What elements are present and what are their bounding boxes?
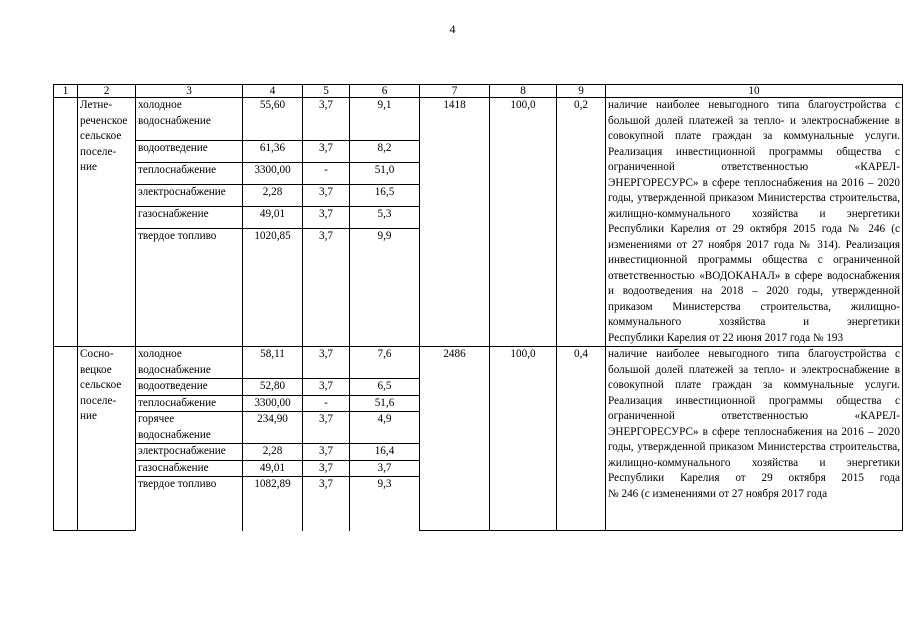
tariff-value: 2,28: [243, 184, 303, 206]
header-row: [54, 85, 903, 98]
tariff-value: 1082,89: [243, 477, 303, 493]
tariff-value: 61,36: [243, 140, 303, 162]
share-value: 100,0: [490, 98, 557, 347]
row-number-cell: [54, 347, 78, 531]
service-name: газоснабжение: [136, 206, 243, 228]
description-last-line: № 246 (с изменениями от 27 ноября 2017 года: [608, 487, 828, 500]
column-header: 10: [606, 85, 903, 98]
cost-value: 7,6: [350, 347, 420, 379]
column-header: 9: [557, 85, 606, 98]
growth-value: 3,7: [303, 140, 350, 162]
empty-cell: [303, 493, 350, 531]
row-number-cell: [54, 98, 78, 347]
cost-value: 8,2: [350, 140, 420, 162]
tariff-value: 1020,85: [243, 228, 303, 249]
column-header: 5: [303, 85, 350, 98]
empty-cell: [350, 250, 420, 347]
share-value: 100,0: [490, 347, 557, 531]
growth-value: 3,7: [303, 412, 350, 444]
growth-value: 3,7: [303, 98, 350, 141]
growth-value: 3,7: [303, 444, 350, 461]
tariff-value: 234,90: [243, 412, 303, 444]
growth-value: 3,7: [303, 347, 350, 379]
cost-value: 6,5: [350, 379, 420, 396]
service-name: водоотведение: [136, 379, 243, 396]
data-table: [53, 84, 903, 531]
growth-value: -: [303, 162, 350, 184]
growth-value: -: [303, 395, 350, 412]
population-value: 1418: [420, 98, 490, 347]
cost-value: 51,0: [350, 162, 420, 184]
column-header: 2: [78, 85, 136, 98]
service-name: электроснабжение: [136, 184, 243, 206]
growth-value: 3,7: [303, 184, 350, 206]
service-name: газоснабжение: [136, 460, 243, 477]
empty-cell: [303, 250, 350, 347]
limit-value: 0,2: [557, 98, 606, 347]
growth-value: 3,7: [303, 477, 350, 493]
description-last-line: Республики Карелия от 22 июня 2017 года № 193: [608, 331, 844, 344]
table-row: [54, 347, 903, 379]
growth-value: 3,7: [303, 228, 350, 249]
cost-value: 9,1: [350, 98, 420, 141]
column-header: 8: [490, 85, 557, 98]
cost-value: 51,6: [350, 395, 420, 412]
cost-value: 9,9: [350, 228, 420, 249]
empty-cell: [243, 250, 303, 347]
page-number: 4: [449, 22, 456, 36]
service-name: электроснабжение: [136, 444, 243, 461]
column-header: 6: [350, 85, 420, 98]
service-name: твердое топливо: [136, 228, 243, 249]
tariff-value: 49,01: [243, 206, 303, 228]
municipality-name: Сосно- вецкое сельское поселе- ние: [78, 347, 136, 531]
service-name: твердое топливо: [136, 477, 243, 493]
column-header: 7: [420, 85, 490, 98]
description-cell: [606, 347, 903, 531]
growth-value: 3,7: [303, 460, 350, 477]
tariff-value: 55,60: [243, 98, 303, 141]
column-header: 1: [54, 85, 78, 98]
cost-value: 16,5: [350, 184, 420, 206]
column-header: 4: [243, 85, 303, 98]
cost-value: 5,3: [350, 206, 420, 228]
municipality-name: Летне- реченское сельское поселе- ние: [78, 98, 136, 347]
service-name: холодное водоснабжение: [136, 347, 243, 379]
empty-cell: [136, 250, 243, 347]
service-name: холодное водоснабжение: [136, 98, 243, 141]
cost-value: 16,4: [350, 444, 420, 461]
service-name: водоотведение: [136, 140, 243, 162]
tariff-value: 3300,00: [243, 395, 303, 412]
limit-value: 0,4: [557, 347, 606, 531]
empty-cell: [243, 493, 303, 531]
service-name: горячее водоснабжение: [136, 412, 243, 444]
empty-cell: [350, 493, 420, 531]
empty-cell: [136, 493, 243, 531]
tariff-value: 2,28: [243, 444, 303, 461]
description-text: наличие наиболее невыгодного типа благоустройства с большой долей платежей за тепло- и электроснабжение в совокупной плате граждан за коммунальные услуги. Реализация инвестиционной программы общества с ограниченной ответственностью «КАРЕЛ-ЭНЕРГОРЕСУРС» в сфере теплоснабжения на 2016 – 2020 годы, утвержденной приказом Министерства строительства, жилищно-коммунального хозяйства и энергетики Республики Карелия от 29 октября 2015 года: [608, 348, 900, 484]
table-row: [54, 98, 903, 141]
cost-value: 9,3: [350, 477, 420, 493]
growth-value: 3,7: [303, 206, 350, 228]
description-text: наличие наиболее невыгодного типа благоустройства с большой долей платежей за тепло- и электроснабжение в совокупной плате граждан за коммунальные услуги. Реализация инвестиционной программы общества с ограниченной ответственностью «КАРЕЛ-ЭНЕРГОРЕСУРС» в сфере теплоснабжения на 2016 – 2020 годы, утвержденной приказом Министерства строительства, жилищно-коммунального хозяйства и энергетики Республики Карелия от 29 октября 2015 года № 246 (с изменениями от 27 ноября 2017 года № 314). Реализация инвестиционной программы общества с ограниченной ответственностью «ВОДОКАНАЛ» в сфере водоснабжения и водоотведения на 2018 – 2020 годы, утвержденной приказом Министерства строительства, жилищно-коммунального хозяйства и энергетики: [608, 99, 900, 328]
description-cell: [606, 98, 903, 347]
tariff-value: 52,80: [243, 379, 303, 396]
cost-value: 3,7: [350, 460, 420, 477]
service-name: теплоснабжение: [136, 162, 243, 184]
service-name: теплоснабжение: [136, 395, 243, 412]
growth-value: 3,7: [303, 379, 350, 396]
tariff-value: 3300,00: [243, 162, 303, 184]
column-header: 3: [136, 85, 243, 98]
tariff-value: 58,11: [243, 347, 303, 379]
population-value: 2486: [420, 347, 490, 531]
tariff-value: 49,01: [243, 460, 303, 477]
cost-value: 4,9: [350, 412, 420, 444]
